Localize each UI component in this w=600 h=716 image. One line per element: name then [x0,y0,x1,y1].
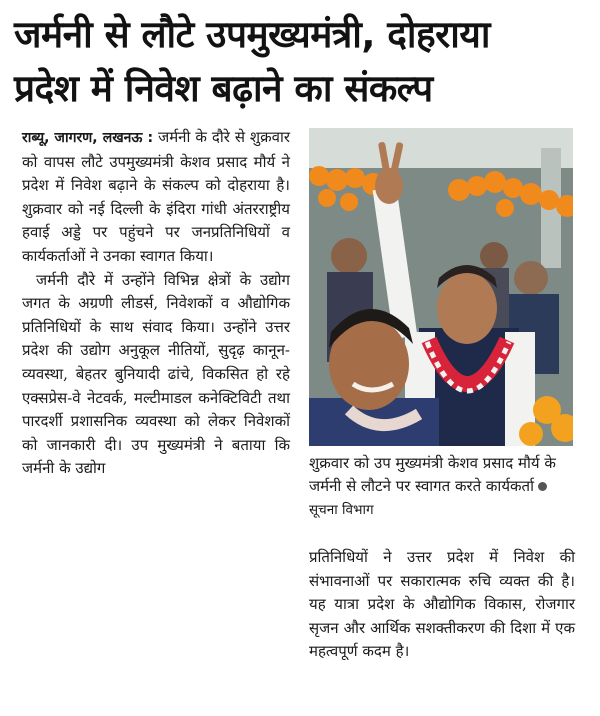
headline [14,8,590,116]
photo-caption [309,452,575,522]
article-paragraph-2: जर्मनी दौरे में उन्होंने विभिन्न क्षेत्रों के उद्योग जगत के अग्रणी लीडर्स, निवेशकों व औद्योगिक प्रतिनिधियों के साथ संवाद किया। उन्होंने उत्तर प्रदेश की उद्योग अनुकूल नीतियों, सुदृढ़ कानून-व्यवस्था, बेहतर बुनियादी ढांचे, विकसित हो रहे एक्सप्रेस-वे नेटवर्क, मल्टीमाडल कनेक्टिविटी तथा पारदर्शी प्रशासनिक व्यवस्था को लेकर निवेशकों को जानकारी दी। उप मुख्यमंत्री ने बताया कि जर्मनी के उद्योग [22,270,290,478]
news-photo [309,128,573,446]
headline-line-2: प्रदेश में निवेश बढ़ाने का संकल्प [14,67,433,110]
headline-line-1: जर्मनी से लौटे उपमुख्यमंत्री, दोहराया [14,13,490,56]
caption-text: शुक्रवार को उप मुख्यमंत्री केशव प्रसाद मौर्य के जर्मनी से लौटने पर स्वागत करते कार्यकर्ता [309,454,556,495]
photo-roof [309,128,573,168]
article-paragraph-1 [22,126,290,269]
bullet-icon [538,482,547,491]
paragraph-1-text: जर्मनी के दौरे से शुक्रवार को वापस लौटे उपमुख्यमंत्री केशव प्रसाद मौर्य ने प्रदेश में निवेश बढ़ाने के संकल्प को दोहराया है। शुक्रवार को नई दिल्ली के इंदिरा गांधी अंतरराष्ट्रीय हवाई अड्डे पर पहुंचने पर जनप्रतिनिधियों व कार्यकर्ताओं ने उनका स्वागत किया। [22,128,291,265]
article-column-right [309,546,575,664]
article-paragraph-3: प्रतिनिधियों ने उत्तर प्रदेश में निवेश की संभावनाओं पर सकारात्मक रुचि व्यक्त की है। यह यात्रा प्रदेश के औद्योगिक विकास, रोजगार सृजन और आर्थिक सशक्तीकरण की दिशा में एक महत्वपूर्ण कदम है। [309,548,575,661]
photo-credit: सूचना विभाग [309,502,374,518]
article-column-left [22,126,290,481]
photo-illustration [309,128,573,446]
dateline: राब्यू, जागरण, लखनऊ : [22,130,154,146]
